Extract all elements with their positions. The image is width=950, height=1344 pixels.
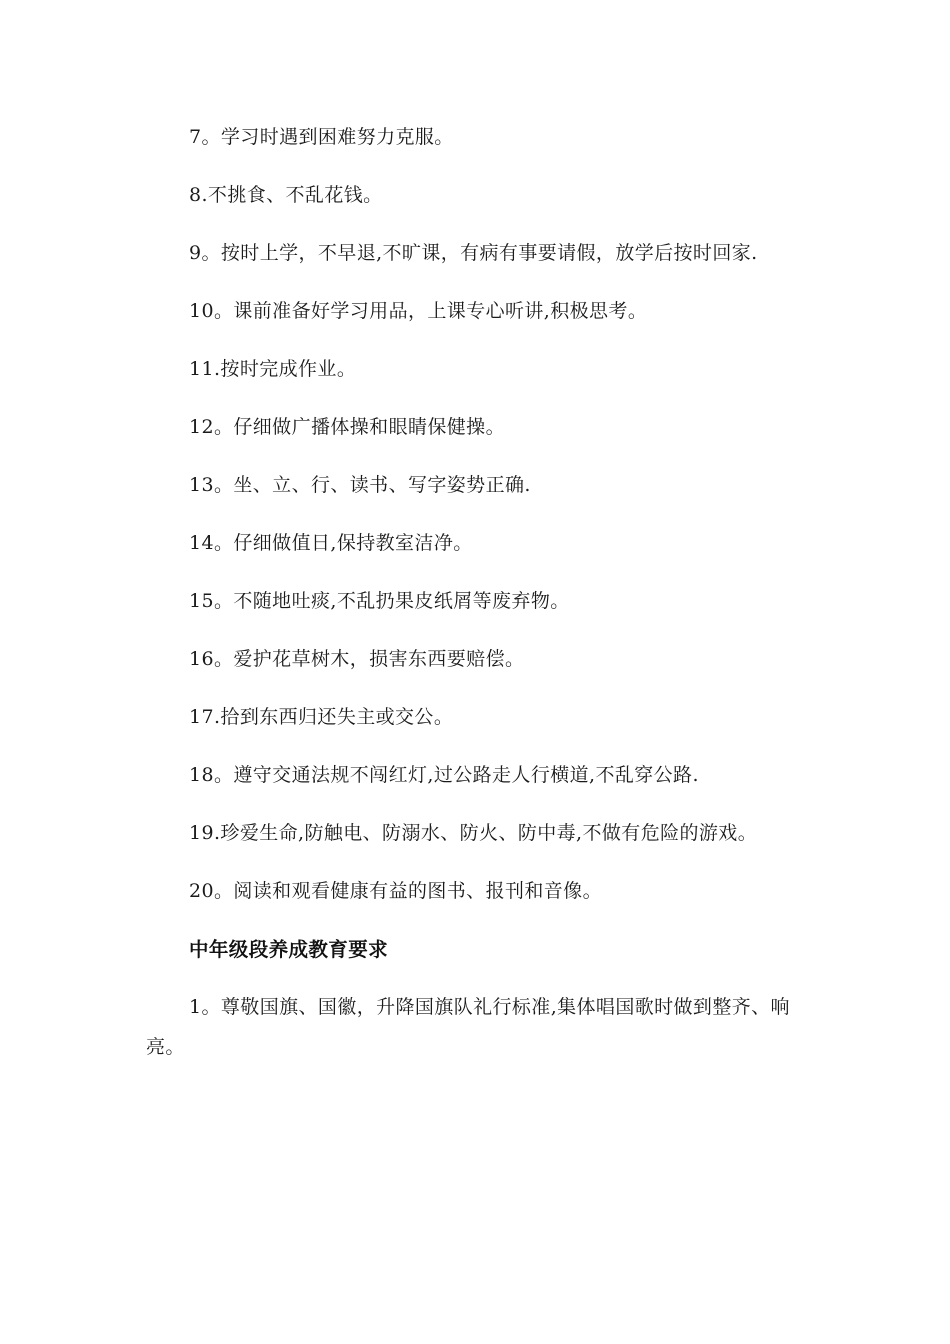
list-item: 18。遵守交通法规不闯红灯,过公路走人行横道,不乱穿公路. bbox=[189, 764, 699, 786]
list-item: 10。课前准备好学习用品，上课专心听讲,积极思考。 bbox=[189, 300, 648, 322]
list-item: 8.不挑食、不乱花钱。 bbox=[189, 184, 383, 206]
list-item: 13。坐、立、行、读书、写字姿势正确. bbox=[189, 474, 531, 496]
list-item: 12。仔细做广播体操和眼睛保健操。 bbox=[189, 416, 505, 438]
list-item: 11.按时完成作业。 bbox=[189, 358, 357, 380]
list-item: 14。仔细做值日,保持教室洁净。 bbox=[189, 532, 473, 554]
list-item: 15。不随地吐痰,不乱扔果皮纸屑等废弃物。 bbox=[189, 590, 570, 612]
list-item: 1。尊敬国旗、国徽，升降国旗队礼行标准,集体唱国歌时做到整齐、响亮。 bbox=[146, 996, 790, 1058]
list-item: 9。按时上学，不早退,不旷课，有病有事要请假，放学后按时回家. bbox=[189, 242, 758, 264]
list-item: 19.珍爱生命,防触电、防溺水、防火、防中毒,不做有危险的游戏。 bbox=[189, 822, 758, 844]
list-item: 17.拾到东西归还失主或交公。 bbox=[189, 706, 454, 728]
list-item: 16。爱护花草树木，损害东西要赔偿。 bbox=[189, 648, 525, 670]
list-item: 20。阅读和观看健康有益的图书、报刊和音像。 bbox=[189, 880, 602, 902]
list-item: 7。学习时遇到困难努力克服。 bbox=[189, 126, 454, 148]
section-heading: 中年级段养成教育要求 bbox=[189, 938, 389, 961]
document-body bbox=[146, 118, 806, 1086]
